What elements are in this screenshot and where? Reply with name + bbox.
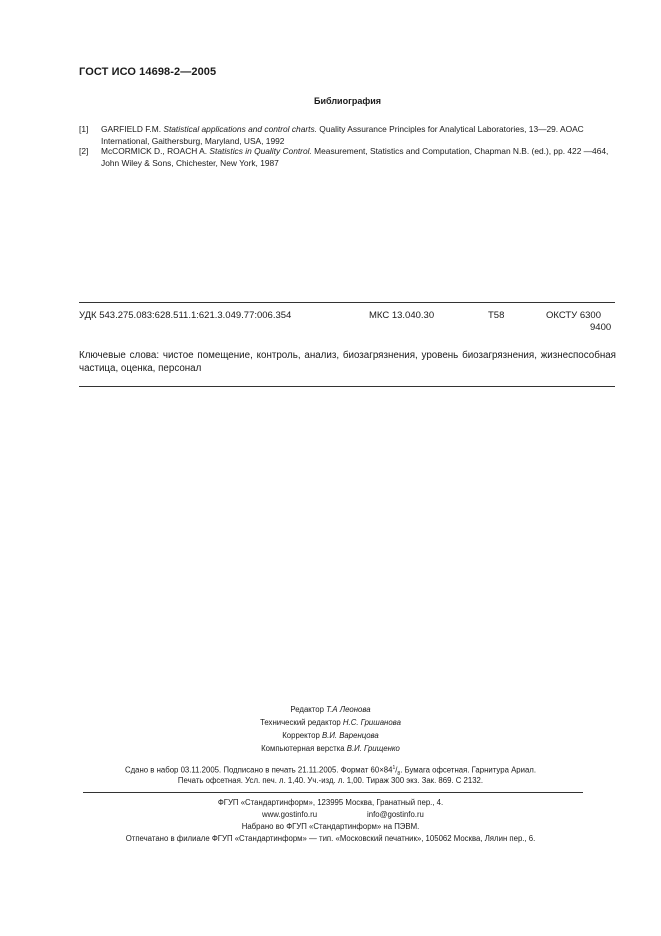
divider-top [79, 302, 615, 303]
entry-authors: McCORMICK D., ROACH A. [101, 146, 210, 156]
imprint-tech-editor [0, 716, 661, 729]
divider-bottom [79, 386, 615, 387]
editor-name: Т.А Леонова [326, 705, 371, 714]
bibliography-entry-2 [79, 145, 615, 169]
entry-number: [2] [79, 146, 89, 156]
entry-title: Statistics in Quality Control. [209, 146, 312, 156]
imprint-editor [0, 703, 661, 716]
corrector-label: Корректор [282, 731, 322, 740]
mks-code: МКС 13.040.30 [369, 310, 435, 321]
divider-imprint [83, 792, 583, 793]
udk-code: УДК 543.275.083:628.511.1:621.3.049.77:006.354 [79, 310, 292, 321]
entry-authors: GARFIELD F.M. [101, 124, 164, 134]
publisher-website: www.gostinfo.ru [262, 810, 318, 819]
okstu-code: ОКСТУ 6300 [546, 310, 601, 321]
keywords: Ключевые слова: чистое помещение, контроль, анализ, биозагрязнения, уровень биозагрязнения, жизнеспособная частица, оценка, персонал [79, 350, 616, 374]
print-details-line-2: Печать офсетная. Усл. печ. л. 1,40. Уч.-изд. л. 1,00. Тираж 300 экз. Зак. 869. С 2132. [177, 776, 484, 785]
document-header: ГОСТ ИСО 14698-2—2005 [79, 66, 217, 78]
publisher-email: info@gostinfo.ru [367, 810, 424, 819]
okstu-code-continued: 9400 [590, 322, 612, 333]
layout-label: Компьютерная верстка [261, 744, 347, 753]
tech-editor-name: Н.С. Гришанова [342, 718, 401, 727]
bibliography-entry-1 [79, 123, 615, 147]
entry-number: [1] [79, 124, 89, 134]
layout-name: В.И. Грищенко [346, 744, 400, 753]
entry-title: Statistical applications and control charts. [163, 124, 317, 134]
print-details-text: Сдано в набор 03.11.2005. Подписано в печать 21.11.2005. Формат 60×84 [124, 765, 393, 775]
publisher-address: ФГУП «Стандартинформ», 123995 Москва, Гранатный пер., 4. [217, 798, 444, 807]
typeset-note: Набрано во ФГУП «Стандартинформ» на ПЭВМ. [241, 822, 420, 831]
imprint-layout [0, 742, 661, 755]
imprint-corrector [0, 729, 661, 742]
format-denominator: 8 [397, 771, 401, 778]
print-details-text: . Бумага офсетная. Гарнитура Ариал. [400, 765, 537, 775]
format-numerator: 1 [392, 765, 396, 771]
t-code: Т58 [488, 310, 505, 321]
editor-label: Редактор [290, 705, 327, 714]
print-details-line-1: Сдано в набор 03.11.2005. Подписано в печать 21.11.2005. Формат $60\times 84^1/_8$. Бумага офсетная. Гарнитура Ариал. [124, 765, 537, 778]
bibliography-title: Библиография [314, 96, 381, 106]
entry-details: Quality Assurance Principles for Analytical Laboratories, 13—29. AOAC International, Gaithersburg, Maryland, USA, 1992 [101, 124, 584, 146]
tech-editor-label: Технический редактор [260, 718, 343, 727]
entry-details: Measurement, Statistics and Computation, Chapman N.B. (ed.), pp. 422 —464, John Wiley & Sons, Chichester, New York, 1987 [101, 146, 609, 168]
corrector-name: В.И. Варенцова [321, 731, 379, 740]
printed-note: Отпечатано в филиале ФГУП «Стандартинформ» — тип. «Московский печатник», 105062 Москва, Лялин пер., 6. [125, 834, 536, 843]
